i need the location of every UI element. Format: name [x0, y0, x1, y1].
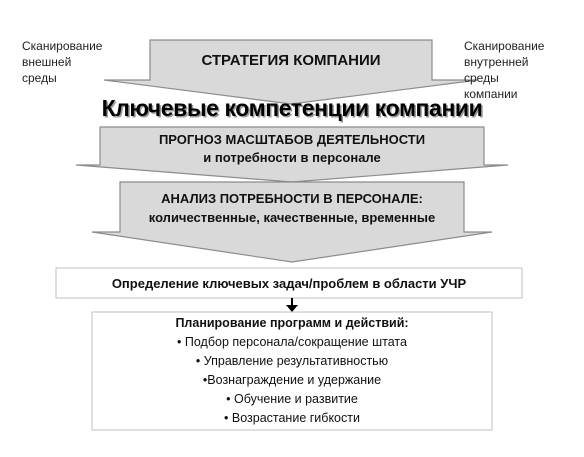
plan-item: • Возрастание гибкости	[224, 411, 360, 425]
plan-item: • Управление результативностью	[195, 354, 389, 368]
scan-external-label: Сканирование внешней среды	[22, 39, 103, 85]
analysis-line1: АНАЛИЗ ПОТРЕБНОСТИ В ПЕРСОНАЛЕ:	[161, 191, 423, 206]
core-competencies-title: Ключевые компетенции компании	[101, 94, 483, 121]
analysis-block-text	[120, 183, 464, 233]
plan-item: •Вознаграждение и удержание	[202, 373, 382, 387]
tasks-text: Определение ключевых задач/проблем в области УЧР	[111, 275, 467, 291]
plan-item: • Обучение и развитие	[226, 392, 358, 406]
plan-item: • Подбор персонала/сокращение штата	[177, 335, 407, 349]
forecast-line1: ПРОГНОЗ МАСШТАБОВ ДЕЯТЕЛЬНОСТИ	[158, 132, 426, 147]
forecast-block-text	[100, 127, 484, 171]
tasks-to-plan-arrow-head	[286, 305, 298, 312]
analysis-line2: количественные, качественные, временные	[148, 210, 436, 225]
strategy-title: СТРАТЕГИЯ КОМПАНИИ	[201, 51, 381, 69]
plan-block-text	[92, 312, 492, 430]
forecast-line2: и потребности в персонале	[203, 150, 381, 165]
scan-internal-label: Сканирование внутренней среды компании	[464, 39, 545, 101]
plan-title: Планирование программ и действий:	[175, 316, 409, 330]
